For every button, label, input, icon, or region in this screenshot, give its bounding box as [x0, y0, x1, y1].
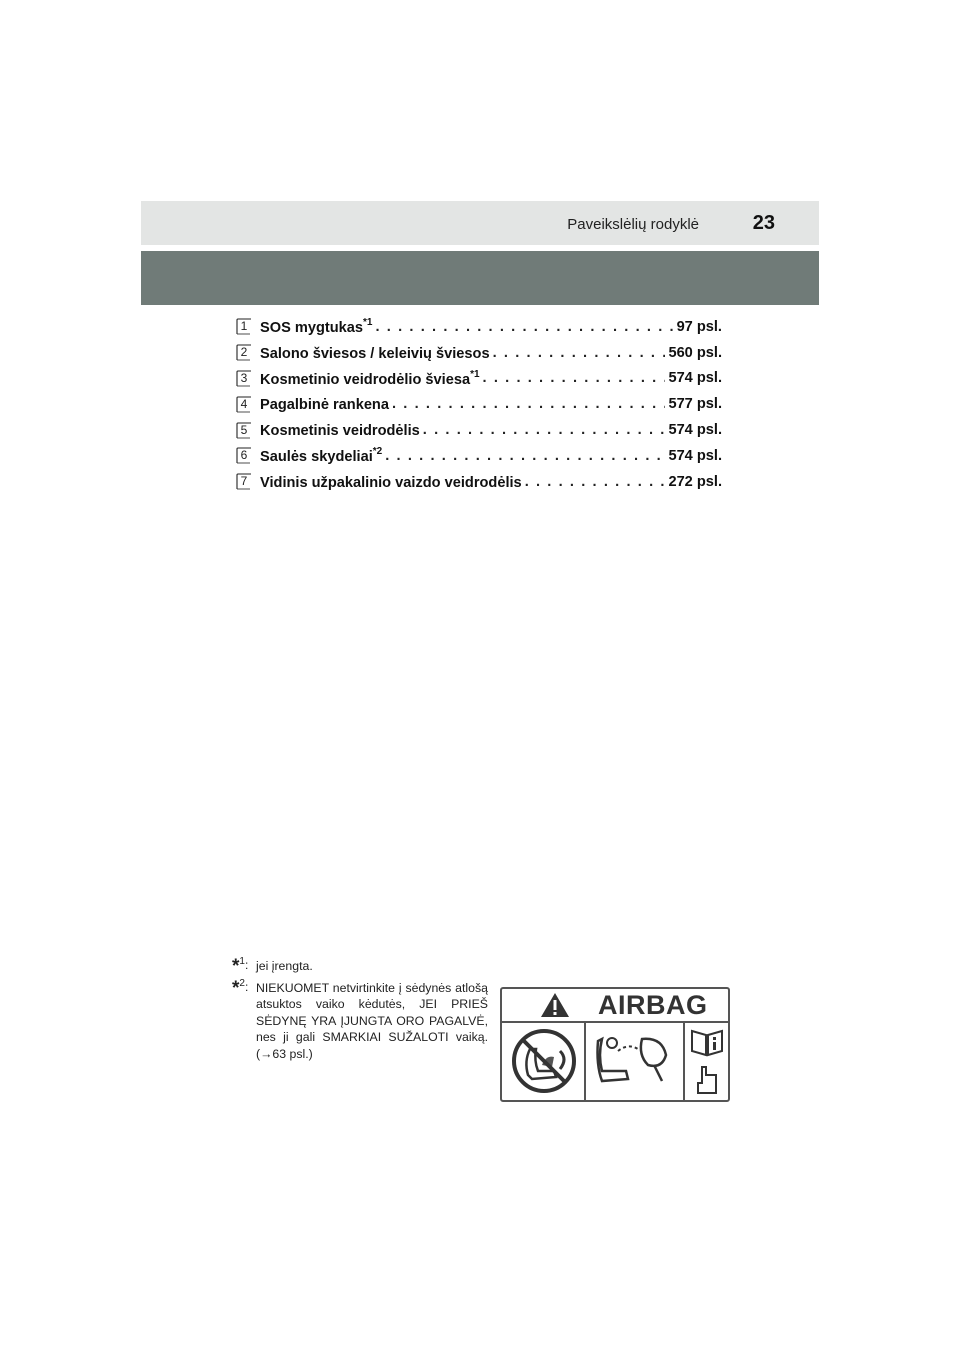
section-title: Paveikslėlių rodyklė	[567, 216, 699, 233]
warning-triangle-icon	[540, 992, 570, 1018]
item-number-badge	[236, 447, 252, 464]
leader-dots	[385, 448, 665, 464]
item-label-text: Vidinis užpakalinio vaizdo veidrodėlis	[260, 474, 522, 491]
item-page-ref: 272 psl.	[668, 473, 722, 490]
item-label-text: Pagalbinė rankena	[260, 397, 389, 414]
airbag-label-header	[502, 989, 728, 1023]
item-label	[260, 370, 480, 388]
item-page-ref: 97 psl.	[676, 318, 722, 335]
read-manual-icon	[688, 1025, 728, 1101]
seat-airbag-deploy-icon	[588, 1025, 680, 1101]
index-item	[236, 469, 722, 495]
item-number: 6	[240, 448, 248, 463]
item-number: 5	[240, 422, 248, 437]
index-item	[236, 443, 722, 469]
index-item	[236, 391, 722, 417]
item-number: 2	[240, 345, 248, 360]
index-list	[236, 314, 722, 495]
footnote-1: *$^1$: jei įrengta.	[232, 958, 488, 975]
footnote-index: 1	[239, 956, 245, 967]
header-banner	[141, 251, 819, 305]
leader-dots	[525, 474, 666, 490]
index-item	[236, 366, 722, 392]
item-label-text: Salono šviesos / keleivių šviesos	[260, 345, 490, 362]
item-page-ref: 560 psl.	[668, 344, 722, 361]
airbag-warning-label	[500, 987, 730, 1102]
item-label	[260, 318, 372, 336]
item-footnote-ref: *2	[372, 445, 383, 457]
item-number-badge	[236, 422, 252, 439]
label-divider	[584, 1023, 586, 1100]
item-number: 1	[240, 319, 248, 334]
no-rear-facing-child-seat-icon	[506, 1025, 582, 1101]
footnotes	[232, 958, 488, 1068]
item-page-ref: 574 psl.	[668, 447, 722, 464]
page-header	[141, 201, 819, 245]
item-number-badge	[236, 473, 252, 490]
item-label	[260, 344, 490, 362]
footnote-text: NIEKUOMET netvirtinkite į sėdynės atlošą atsuktos vaiko kėdutės, JEI PRIEŠ SĖDYNĘ YRA ĮJUNGTA ORO PAGALVĖ, nes ji gali SMARKIAI SUŽALOTI vaiką. (→63 psl.)	[256, 980, 488, 1061]
footnote-index: 2	[239, 977, 245, 989]
leader-dots	[493, 345, 666, 361]
item-page-ref: 577 psl.	[668, 396, 722, 413]
leader-dots	[423, 422, 666, 438]
item-label-text: SOS mygtukas	[260, 319, 364, 336]
page-number: 23	[752, 212, 775, 234]
item-label-text: Kosmetinio veidrodėlio šviesa	[260, 371, 471, 388]
footnote-star: *	[232, 956, 240, 977]
footnote-text: jei įrengta.	[256, 959, 313, 973]
footnote-2: *$^2$: NIEKUOMET netvirtinkite į sėdynės atlošą atsuktos vaiko kėdutės, JEI PRIEŠ SĖDYNĘ YRA ĮJUNGTA ORO PAGALVĖ, nes ji gali SMARKIAI SUŽALOTI vaiką. (→63 psl.)	[232, 977, 488, 1061]
item-label	[260, 447, 382, 465]
item-label-text: Saulės skydeliai	[260, 448, 373, 465]
item-footnote-ref: *1	[470, 368, 480, 380]
leader-dots	[483, 370, 666, 386]
item-number: 7	[240, 474, 248, 489]
airbag-word: AIRBAG	[598, 990, 708, 1020]
index-item	[236, 314, 722, 340]
item-number-badge	[236, 344, 252, 361]
item-label	[260, 421, 420, 439]
label-divider	[683, 1023, 685, 1100]
item-number-badge	[236, 370, 252, 387]
item-number-badge	[236, 318, 252, 335]
item-footnote-ref: *1	[363, 316, 373, 328]
item-page-ref: 574 psl.	[668, 422, 722, 439]
footnote-star: *	[232, 977, 240, 999]
index-item	[236, 417, 722, 443]
item-label	[260, 473, 522, 491]
item-number: 3	[240, 370, 248, 385]
item-page-ref: 574 psl.	[668, 370, 722, 387]
leader-dots	[392, 396, 665, 412]
item-label-text: Kosmetinis veidrodėlis	[260, 423, 420, 440]
leader-dots	[375, 319, 673, 335]
item-number-badge	[236, 396, 252, 413]
item-label	[260, 395, 389, 413]
item-number: 4	[240, 396, 248, 411]
index-item	[236, 340, 722, 366]
